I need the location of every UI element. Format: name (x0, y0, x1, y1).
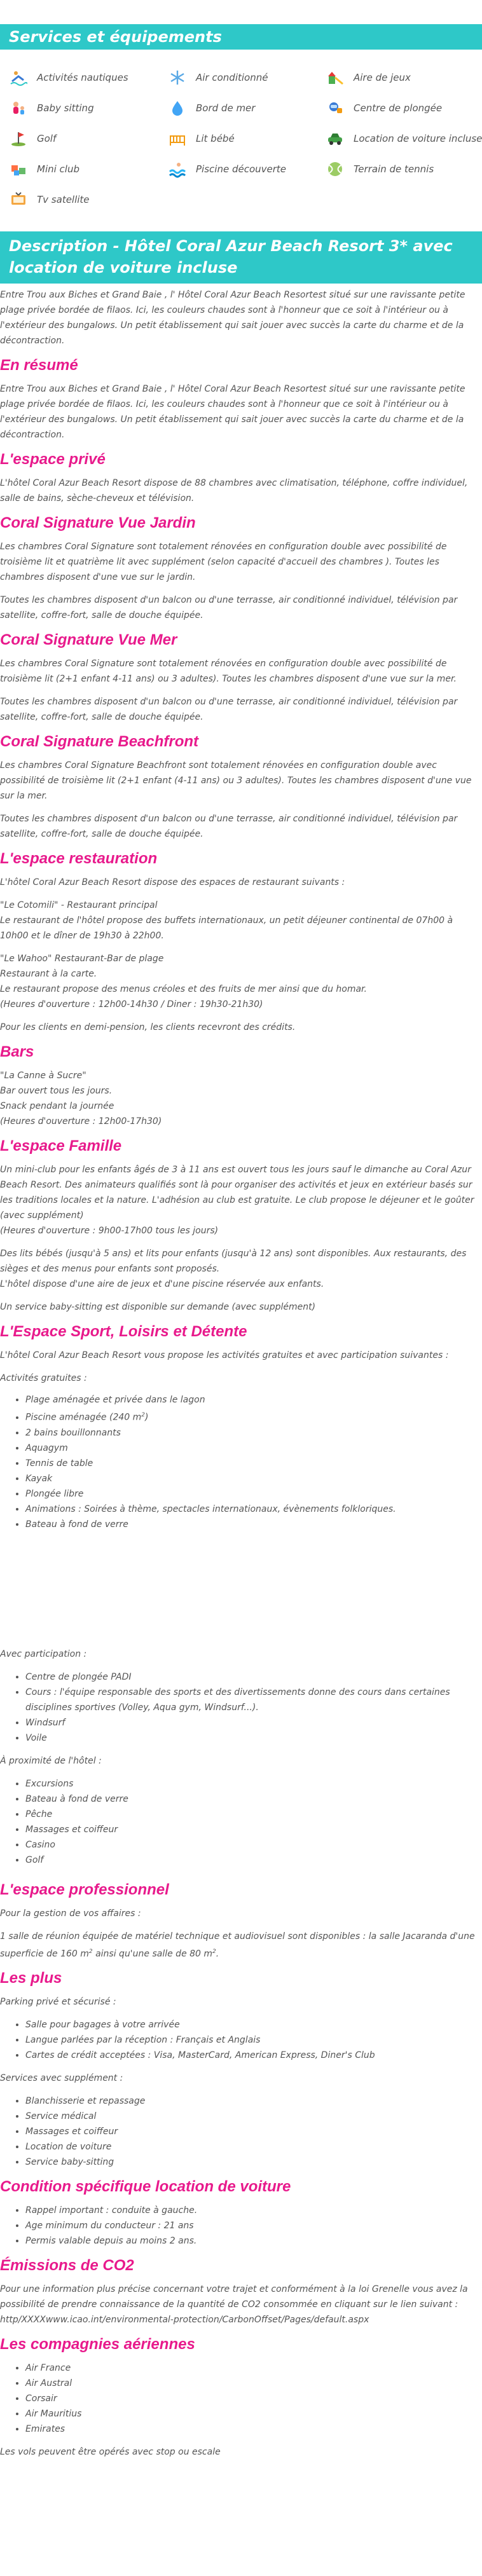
bars-line: Bar ouvert tous les jours. (0, 1086, 113, 1096)
bars-line: (Heures d'ouverture : 12h00-17h30) (0, 1116, 162, 1127)
beachfront-p2: Toutes les chambres disposent d'un balcon ou d'une terrasse, air conditionné individuel, télévision par satellite, coffre-fort, salle de douche équipée. (0, 814, 458, 839)
pro-intro: Pour la gestion de vos affaires : (0, 1908, 141, 1919)
description-header: Description - Hôtel Coral Azur Beach Resort 3* avec location de voiture incluse (0, 231, 482, 284)
sport-near-list (0, 1776, 482, 1868)
parking-label: Parking privé et sécurisé : (0, 1997, 116, 2008)
vue-jardin-title: Coral Signature Vue Jardin (0, 514, 196, 531)
famille-p1-hours: (Heures d'ouverture : 9h00-17h00 tous les jours) (0, 1226, 219, 1236)
vue-jardin-p2: Toutes les chambres disposent d'un balcon ou d'une terrasse, air conditionné individuel, télévision par satellite, coffre-fort, salle de douche équipée. (0, 595, 458, 620)
sport-paid-label: Avec participation : (0, 1648, 87, 1659)
co2-text: Pour une information plus précise concernant votre trajet et conformément à la loi Grenelle vous avez la possibilité de prendre connaissance de la quantité de CO2 consommée en cliquant sur le lien suivant : http/XXXXwww.icao.int/environmental-protection/CarbonOffset/Pages/default.aspx (0, 2284, 468, 2326)
famille-p2b: L'hôtel dispose d'une aire de jeux et d'une piscine réservée aux enfants. (0, 1279, 324, 1289)
service-item (326, 123, 482, 154)
famille-p3: Un service baby-sitting est disponible sur demande (avec supplément) (0, 1302, 316, 1312)
list-item: • Excursions (25, 1776, 482, 1792)
pool-icon (168, 160, 187, 179)
list-item: • Bateau à fond de verre (25, 1517, 482, 1532)
list-item: • Air Austral (25, 2376, 482, 2391)
list-item: • Cartes de crédit acceptées : Visa, MasterCard, American Express, Diner's Club (25, 2048, 482, 2063)
sport-paid-list (0, 1669, 482, 1746)
list-item: • Golf (25, 1853, 482, 1868)
tennis-icon (326, 160, 345, 179)
golf-icon (9, 129, 28, 148)
list-item: • Animations : Soirées à thème, spectacles internationaux, évènements folkloriques. (25, 1502, 482, 1517)
bars-line: Snack pendant la journée (0, 1101, 114, 1111)
pro-text: 1 salle de réunion équipée de matériel technique et audiovisuel sont disponibles : la salle Jacaranda d'une superficie de 160 $m^2$ ainsi qu'une salle de 80 $m^2$. (0, 1931, 475, 1959)
supp-label: Services avec supplément : (0, 2073, 123, 2084)
baby-bed-icon (168, 129, 187, 148)
list-item: • Corsair (25, 2391, 482, 2406)
list-item: • Massages et coiffeur (25, 1822, 482, 1837)
list-item: • Rappel important : conduite à gauche. (25, 2203, 482, 2218)
compagnies-note: Les vols peuvent être opérés avec stop ou escale (0, 2447, 221, 2458)
wahoo-line: Le restaurant propose des menus créoles et des fruits de mer ainsi que du homar. (0, 984, 367, 994)
sport-title: L'Espace Sport, Loisirs et Détente (0, 1323, 247, 1340)
sea-icon (168, 99, 187, 118)
mini-club-icon (9, 160, 28, 179)
list-item: • Salle pour bagages à votre arrivée (25, 2017, 482, 2032)
service-label: Lit bébé (196, 133, 235, 144)
vue-jardin-p1: Les chambres Coral Signature sont totalement rénovées en configuration double avec possibilité de troisième lit et quatrième lit avec supplément (selon capacité d'accueil des chambres ). Toutes les chambres disposent d'une vue sur le jardin. (0, 542, 447, 582)
service-label: Centre de plongée (354, 102, 443, 114)
parking-list (0, 2017, 482, 2063)
sport-free-list (0, 1392, 482, 1532)
co2-title: Émissions de CO2 (0, 2257, 134, 2275)
list-item: • Langue parlées par la réception : Français et Anglais (25, 2032, 482, 2048)
diving-icon (326, 99, 345, 118)
service-label: Aire de jeux (354, 72, 411, 83)
baby-sitting-icon (9, 99, 28, 118)
sport-near-label: À proximité de l'hôtel : (0, 1755, 102, 1766)
service-item (168, 154, 326, 184)
list-item: • Emirates (25, 2422, 482, 2437)
sport-free-label: Activités gratuites : (0, 1373, 87, 1383)
service-label: Tv satellite (37, 194, 90, 205)
vue-mer-title: Coral Signature Vue Mer (0, 631, 177, 648)
demi-pension-text: Pour les clients en demi-pension, les clients recevront des crédits. (0, 1022, 296, 1032)
sport-intro: L'hôtel Coral Azur Beach Resort vous propose les activités gratuites et avec participation suivantes : (0, 1350, 449, 1360)
service-item (326, 62, 482, 93)
service-item (9, 154, 168, 184)
description-intro: Entre Trou aux Biches et Grand Baie , l' Hôtel Coral Azur Beach Resortest situé sur une ravissante petite plage privée bordée de filaos. Ici, les couleurs chaudes sont à l'honneur que ce soit à l'intérieur ou à l'extérieur des bungalows. Un petit établissement qui sait jouer avec succès la carte du charme et de la décontraction. (0, 290, 465, 346)
service-label: Mini club (37, 163, 79, 175)
cotomili-block (0, 898, 482, 943)
service-label: Location de voiture incluse (354, 133, 482, 144)
service-label: Piscine découverte (196, 163, 287, 175)
list-item: • Cours : l'équipe responsable des sports et des divertissements donne des cours dans certaines disciplines sportives (Volley, Aqua gym, Windsurf...). (25, 1685, 482, 1715)
cotomili-line: "Le Cotomili" - Restaurant principal (0, 900, 158, 910)
bars-title: Bars (0, 1043, 34, 1060)
list-item: • Air Mauritius (25, 2406, 482, 2422)
plus-title: Les plus (0, 1970, 62, 1987)
list-item: • Blanchisserie et repassage (25, 2093, 482, 2109)
wahoo-line: "Le Wahoo" Restaurant-Bar de plage (0, 954, 164, 964)
list-item: • Service baby-sitting (25, 2155, 482, 2170)
bars-line: "La Canne à Sucre" (0, 1071, 86, 1081)
restauration-intro: L'hôtel Coral Azur Beach Resort dispose des espaces de restaurant suivants : (0, 877, 345, 887)
service-item (9, 93, 168, 123)
service-label: Baby sitting (37, 102, 94, 114)
service-item (9, 123, 168, 154)
list-item: • Aquagym (25, 1441, 482, 1456)
condition-title: Condition spécifique location de voiture (0, 2178, 291, 2196)
list-item: • Bateau à fond de verre (25, 1792, 482, 1807)
service-item (9, 62, 168, 93)
wahoo-block (0, 951, 482, 1012)
cotomili-line: Le restaurant de l'hôtel propose des buffets internationaux, un petit déjeuner continental de 07h00 à 10h00 et le dîner de 19h30 à 22h00. (0, 915, 453, 941)
service-item (326, 93, 482, 123)
list-item: • Kayak (25, 1471, 482, 1486)
prive-text: L'hôtel Coral Azur Beach Resort dispose de 88 chambres avec climatisation, téléphone, coffre individuel, salle de bains, sèche-cheveux et télévision. (0, 478, 468, 504)
list-item: • Plage aménagée et privée dans le lagon (25, 1392, 482, 1408)
service-item (168, 93, 326, 123)
services-grid (0, 50, 482, 215)
famille-p1: Un mini-club pour les enfants âgés de 3 à 11 ans est ouvert tous les jours sauf le dimanche au Coral Azur Beach Resort. Des animateurs qualifiés sont là pour organiser des activités et jeux en extérieur basés sur les traditions locales et la nature. L'adhésion au club est gratuite. Le club propose le déjeuner et le goûter (avec supplément) (0, 1165, 474, 1221)
list-item: • Piscine aménagée (240 $m^2$) (25, 1408, 482, 1425)
vue-mer-p2: Toutes les chambres disposent d'un balcon ou d'une terrasse, air conditionné individuel, télévision par satellite, coffre-fort, salle de douche équipée. (0, 697, 458, 722)
list-item: • Casino (25, 1837, 482, 1853)
services-header: Services et équipements (0, 24, 482, 50)
service-item (326, 154, 482, 184)
list-item: • Permis valable depuis au moins 2 ans. (25, 2233, 482, 2249)
wahoo-line: Restaurant à la carte. (0, 969, 97, 979)
air-conditioning-icon (168, 68, 187, 87)
bars-block (0, 1068, 482, 1129)
list-item: • Centre de plongée PADI (25, 1669, 482, 1685)
resume-text: Entre Trou aux Biches et Grand Baie , l' Hôtel Coral Azur Beach Resortest situé sur une ravissante petite plage privée bordée de filaos. Ici, les couleurs chaudes sont à l'honneur que ce soit à l'intérieur ou à l'extérieur des bungalows. Un petit établissement qui sait jouer avec succès la carte du charme et de la décontraction. (0, 384, 465, 440)
service-label: Golf (37, 133, 57, 144)
pro-title: L'espace professionnel (0, 1881, 169, 1898)
list-item: • Age minimum du conducteur : 21 ans (25, 2218, 482, 2233)
service-label: Terrain de tennis (354, 163, 434, 175)
prive-title: L'espace privé (0, 451, 106, 468)
compagnies-title: Les compagnies aériennes (0, 2336, 195, 2353)
service-label: Air conditionné (196, 72, 268, 83)
water-sports-icon (9, 68, 28, 87)
vue-mer-p1: Les chambres Coral Signature sont totalement rénovées en configuration double avec possibilité de troisième lit (2+1 enfant 4-11 ans) ou 3 adultes). Toutes les chambres disposent d'une vue sur la mer. (0, 659, 457, 684)
car-icon (326, 129, 345, 148)
beachfront-title: Coral Signature Beachfront (0, 733, 199, 750)
list-item: • Location de voiture (25, 2139, 482, 2155)
famille-title: L'espace Famille (0, 1137, 122, 1154)
tv-icon (9, 190, 28, 209)
list-item: • 2 bains bouillonnants (25, 1425, 482, 1441)
supp-list (0, 2093, 482, 2170)
list-item: • Voile (25, 1730, 482, 1746)
list-item: • Service médical (25, 2109, 482, 2124)
compagnies-list (0, 2360, 482, 2437)
list-item: • Plongée libre (25, 1486, 482, 1502)
service-label: Bord de mer (196, 102, 256, 114)
list-item: • Pêche (25, 1807, 482, 1822)
wahoo-line: (Heures d'ouverture : 12h00-14h30 / Diner : 19h30-21h30) (0, 999, 263, 1010)
service-item (168, 62, 326, 93)
condition-list (0, 2203, 482, 2249)
list-item: • Tennis de table (25, 1456, 482, 1471)
list-item: • Air France (25, 2360, 482, 2376)
list-item: • Massages et coiffeur (25, 2124, 482, 2139)
service-label: Activités nautiques (37, 72, 128, 83)
famille-p2: Des lits bébés (jusqu'à 5 ans) et lits pour enfants (jusqu'à 12 ans) sont disponibles. Aux restaurants, des sièges et des menus pour enfants sont proposés. (0, 1249, 467, 1274)
playground-icon (326, 68, 345, 87)
restauration-title: L'espace restauration (0, 850, 158, 867)
service-item (9, 184, 168, 215)
beachfront-p1: Les chambres Coral Signature Beachfront sont totalement rénovées en configuration double avec possibilité de troisième lit (2+1 enfant (4-11 ans) ou 3 adultes). Toutes les chambres disposent d'une vue sur la mer. (0, 760, 472, 801)
list-item: • Windsurf (25, 1715, 482, 1730)
resume-title: En résumé (0, 357, 78, 374)
service-item (168, 123, 326, 154)
